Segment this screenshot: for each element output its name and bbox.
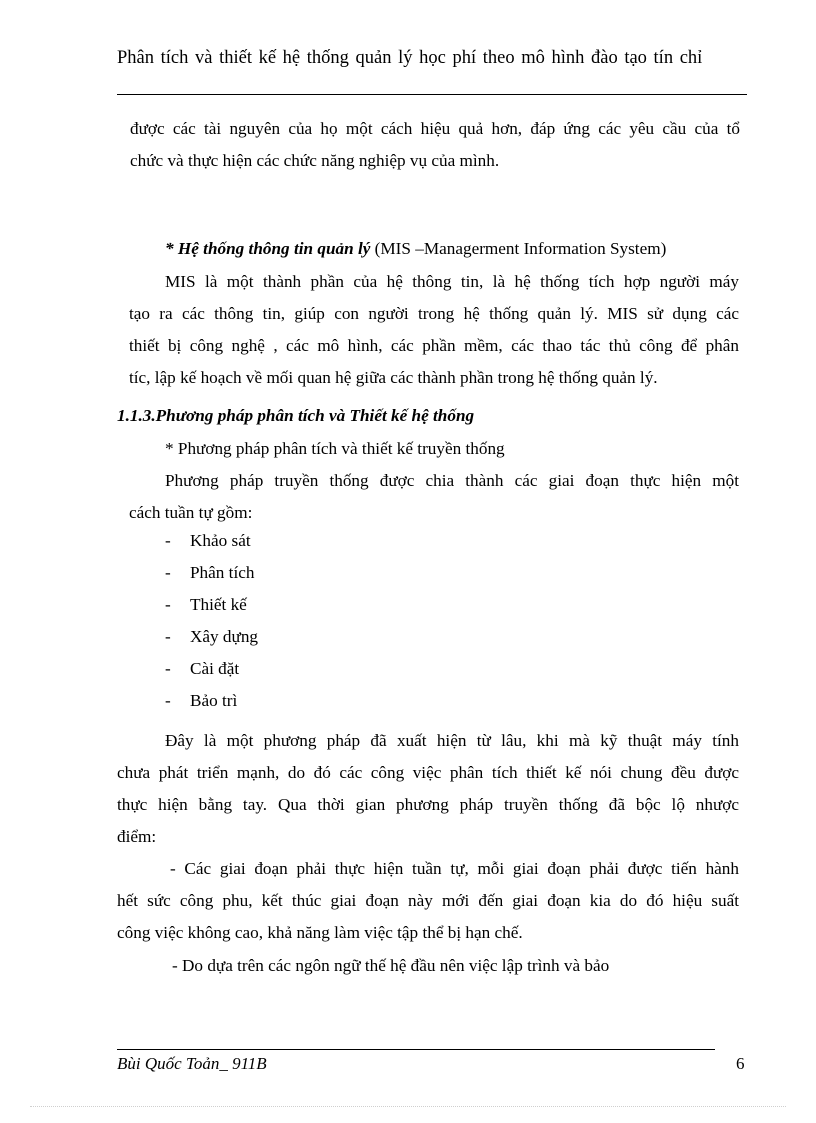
mis-heading-rest: (MIS –Managerment Information System) (370, 239, 667, 258)
page-bottom-dotted-line (30, 1106, 786, 1107)
body-text-line: công việc không cao, khả năng làm việc tập thể bị hạn chế. (117, 923, 523, 942)
body-text-line: chưa phát triển mạnh, do đó các công việc phân tích thiết kế nói chung đều được (117, 763, 739, 782)
body-text-line: chức và thực hiện các chức năng nghiệp vụ của mình. (130, 151, 500, 170)
list-item: Bảo trì (190, 691, 238, 710)
bullet-marker: - (165, 627, 171, 646)
body-text-line: thiết bị công nghệ , các mô hình, các phần mềm, các thao tác thủ công để phân (129, 336, 739, 355)
page-number: 6 (736, 1054, 745, 1073)
footer-author: Bùi Quốc Toản_ 911B (117, 1054, 267, 1073)
body-text-line: tíc, lập kế hoạch về mối quan hệ giữa các thành phần trong hệ thống quản lý. (129, 368, 658, 387)
section-heading: 1.1.3.Phương pháp phân tích và Thiết kế hệ thống (117, 406, 475, 425)
bullet-marker: - (165, 595, 171, 614)
body-text-line: MIS là một thành phần của hệ thông tin, là hệ thống tích hợp người máy (165, 272, 739, 291)
bullet-marker: - (165, 659, 171, 678)
body-text-line: điểm: (117, 827, 157, 846)
mis-heading-bold: * Hệ thống thông tin quản lý (165, 239, 371, 258)
header-rule (117, 94, 747, 95)
body-text-line: Đây là một phương pháp đã xuất hiện từ lâu, khi mà kỹ thuật máy tính (165, 731, 739, 750)
body-text-line: tạo ra các thông tin, giúp con người trong hệ thống quản lý. MIS sử dụng các (129, 304, 739, 323)
body-text-line: cách tuần tự gồm: (129, 503, 253, 522)
body-text-line: - Các giai đoạn phải thực hiện tuần tự, mỗi giai đoạn phải được tiến hành (170, 859, 739, 878)
list-item: Thiết kế (190, 595, 247, 614)
body-text-line: - Do dựa trên các ngôn ngữ thế hệ đầu nên việc lập trình và bảo (172, 956, 610, 975)
list-item: Khảo sát (190, 531, 251, 550)
bullet-marker: - (165, 691, 171, 710)
body-text-line: thực hiện bằng tay. Qua thời gian phương pháp truyền thống đã bộc lộ nhược (117, 795, 739, 814)
body-text-line: hết sức công phu, kết thúc giai đoạn này mới đến giai đoạn kia do đó hiệu suất (117, 891, 739, 910)
body-text-line: Phương pháp truyền thống được chia thành các giai đoạn thực hiện một (165, 471, 739, 490)
list-item: Phân tích (190, 563, 255, 582)
list-item: Cài đặt (190, 659, 240, 678)
body-text-line: được các tài nguyên của họ một cách hiệu quả hơn, đáp ứng các yêu cầu của tổ (130, 119, 740, 138)
bullet-marker: - (165, 531, 171, 550)
mis-heading (165, 233, 666, 265)
sub-heading: * Phương pháp phân tích và thiết kế truyền thống (165, 439, 505, 458)
bullet-marker: - (165, 563, 171, 582)
list-item: Xây dựng (190, 627, 259, 646)
page-header-title: Phân tích và thiết kế hệ thống quản lý học phí theo mô hình đào tạo tín chỉ (117, 48, 703, 68)
footer-rule (117, 1049, 715, 1050)
